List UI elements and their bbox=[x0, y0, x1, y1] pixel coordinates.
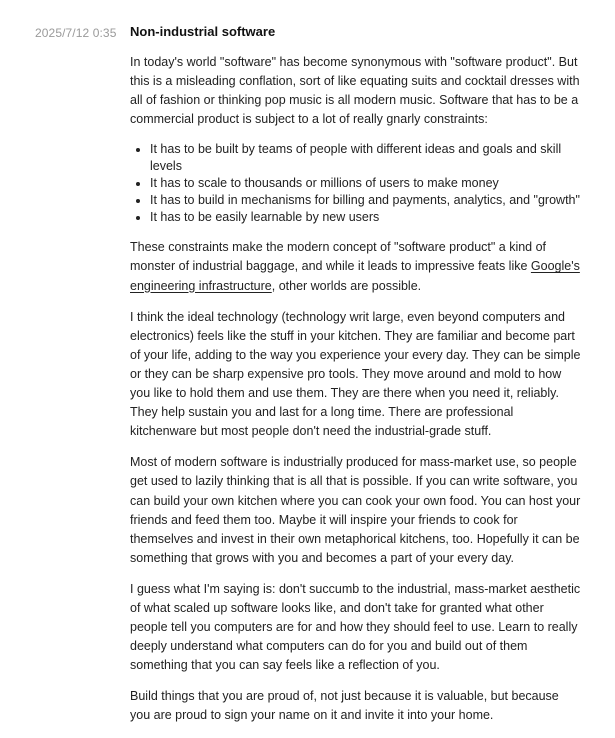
list-item: • It has to be built by teams of people with different ideas and goals and skill levels bbox=[150, 141, 582, 175]
post-timestamp: 2025/7/12 0:35 bbox=[35, 26, 117, 40]
post-article bbox=[130, 23, 582, 738]
post-title: Non-industrial software bbox=[130, 24, 276, 39]
intro-paragraph: In today's world "software" has become synonymous with "software product". But this is a misleading conflation, sort of like equating suits and cocktail dresses with all of fashion or thinking pop music is all modern music. Software that has to be a commercial product is subject to a lot of really gnarly constraints: bbox=[130, 55, 580, 127]
list-item: • It has to be easily learnable by new users bbox=[150, 209, 582, 226]
aesthetic-paragraph: I guess what I'm saying is: don't succumb to the industrial, mass-market aesthetic of what scaled up software looks like, and don't take for granted what other people tell you computers are for and how they should feel to use. Learn to really deeply understand what computers can do for you and build out of them something that you can say feels like a reflection of you. bbox=[130, 581, 581, 673]
list-item: • It has to scale to thousands or millions of users to make money bbox=[150, 175, 582, 192]
mass-market-paragraph: Most of modern software is industrially produced for mass-market use, so people get used to lazily thinking that is all that is possible. If you can write software, you can build your own kitchen where you can cook your own food. You can host your friends and feed them too. Maybe it will inspire your friends to cook for themselves and invest in their own metaphorical kitchens, too. Hopefully it can be something that grows with you and becomes a part of your every day. bbox=[130, 455, 581, 565]
list-item: • It has to build in mechanisms for billing and payments, analytics, and "growth" bbox=[150, 192, 582, 209]
paragraph-text: , other worlds are possible. bbox=[271, 278, 422, 293]
closing-paragraph: Build things that you are proud of, not just because it is valuable, but because you are proud to sign your name on it and invite it into your home. bbox=[130, 689, 559, 723]
google-infrastructure-link[interactable]: Google's engineering infrastructure bbox=[130, 259, 580, 293]
constraints-list bbox=[130, 141, 582, 226]
constraints-paragraph bbox=[130, 238, 582, 295]
paragraph-text: These constraints make the modern concept of "software product" a kind of monster of industrial baggage, and while it leads to impressive feats like bbox=[130, 240, 547, 274]
kitchen-paragraph: I think the ideal technology (technology writ large, even beyond computers and electronics) feels like the stuff in your kitchen. They are familiar and become part of your life, adding to the way you experience your every day. They can be simple or they can be sharp expensive pro tools. They move around and mold to how you like to hold them and use them. They are there when you need it, reliably. They help sustain you and last for a long time. There are professional kitchenware but most people don't need the industrial-grade stuff. bbox=[130, 309, 581, 439]
